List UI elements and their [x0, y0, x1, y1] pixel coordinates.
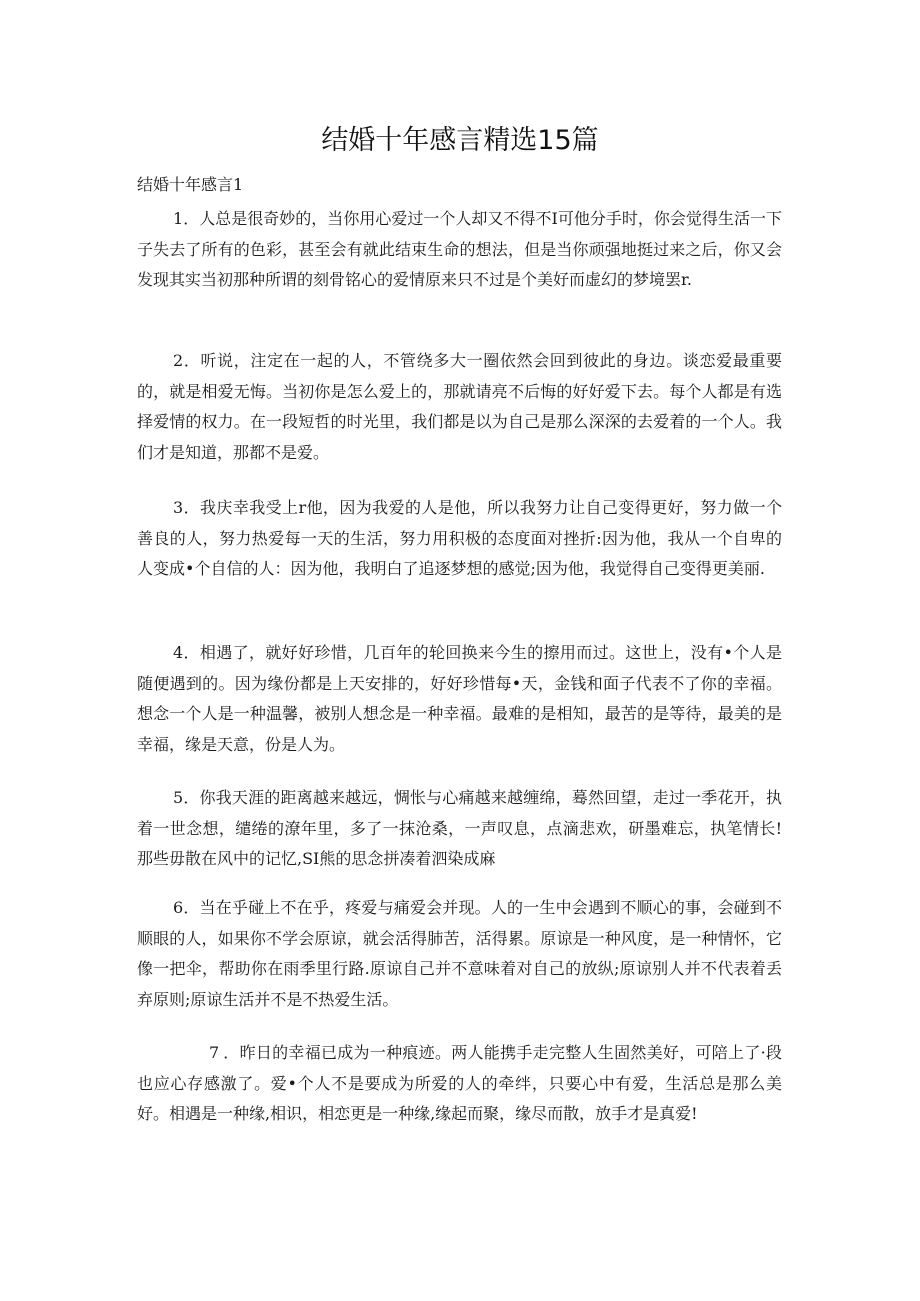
- paragraph-2: 2．听说，注定在一起的人，不管绕多大一圈依然会回到彼此的身边。谈恋爱最重要的，就是相爱无悔。当初你是怎么爱上的，那就请亮不后悔的好好爱下去。每个人都是有选择爱情的权力。在一段短哲的时光里，我们都是以为自己是那么深深的去爱着的一个人。我们才是知道，那都不是爱。: [137, 351, 782, 462]
- section-heading: 结婚十年感言1: [137, 175, 244, 194]
- paragraph-4: 4．相遇了，就好好珍惜，几百年的轮回换来今生的擦用而过。这世上，没有•个人是随便遇到的。因为缘份都是上天安排的，好好珍惜每•天，金钱和面子代表不了你的幸福。想念一个人是一种温馨，被别人想念是一种幸福。最难的是相知，最苦的是等待，最美的是幸福，缘是天意，份是人为。: [137, 643, 782, 754]
- paragraph-3: 3．我庆幸我受上r他，因为我爱的人是他，所以我努力让自己变得更好，努力做一个善良的人，努力热爱每一天的生活，努力用积极的态度面对挫折:因为他，我从一个自卑的人变成•个自信的人：因为他，我明白了追逐梦想的感觉;因为他，我觉得自己变得更美丽.: [137, 498, 782, 578]
- paragraph-5: 5．你我天涯的距离越来越远，惆怅与心痛越来越缠绵，蓦然回望，走过一季花开，执着一世念想，缱绻的潦年里，多了一抹沧桑，一声叹息，点滴悲欢，研墨难忘，执笔情长!那些毋散在风中的记忆,SI熊的思念拼凑着泗染成麻: [137, 788, 782, 868]
- paragraph-7-number: 7: [209, 1043, 220, 1062]
- paragraph-6: 6．当在乎碰上不在乎，疼爱与痛爱会并现。人的一生中会遇到不顺心的事，会碰到不顺眼的人，如果你不学会原谅，就会活得肺苦，活得累。原谅是一种风度，是一种情怀，它像一把伞，帮助你在雨季里行路.原谅自己并不意味着对自己的放纵;原谅别人并不代表着丢弃原则;原谅生活并不是不热爱生活。: [137, 898, 782, 1009]
- document-title: 结婚十年感言精选15篇: [321, 125, 599, 156]
- paragraph-7-text: ．昨日的幸福已成为一种痕迹。两人能携手走完整人生固然美好，可陪上了·段也应心存感激了。爱•个人不是要成为所爱的人的牵绊，只要心中有爱，生活总是那么美好。相遇是一种缘,相识，相恋更是一种缘,缘起而聚，缘尽而散，放手才是真爱!: [137, 1043, 782, 1123]
- paragraph-1: 1．人总是很奇妙的，当你用心爱过一个人却又不得不I可他分手时，你会觉得生活一下子失去了所有的色彩，甚至会有就此结束生命的想法，但是当你顽强地挺过来之后，你又会发现其实当初那种所谓的刻骨铭心的爱情原来只不过是个美好而虚幻的梦境罢r.: [137, 209, 782, 289]
- paragraph-7: [137, 1038, 782, 1130]
